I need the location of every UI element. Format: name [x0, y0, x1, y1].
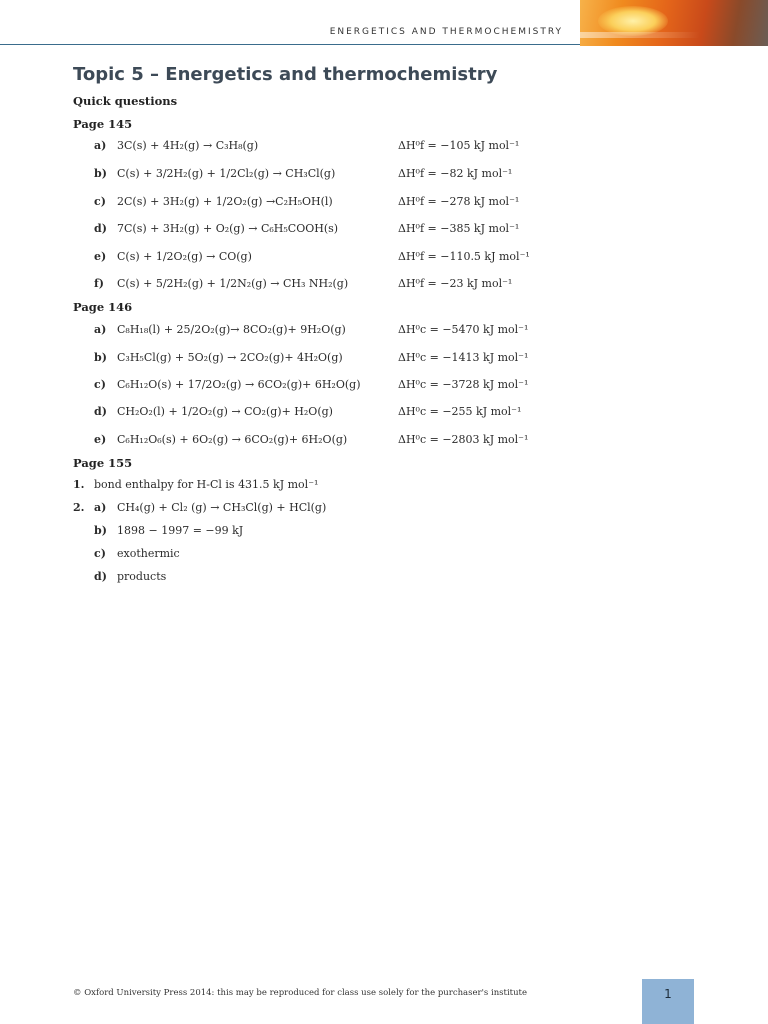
header-rule: [0, 44, 580, 45]
copyright-notice: © Oxford University Press 2014: this may be reproduced for class use solely for the purchaser's institute: [73, 988, 527, 998]
flame-band: [580, 32, 700, 38]
answer-text: products: [117, 570, 167, 583]
equation: 3C(s) + 4H₂(g) → C₃H₈(g): [117, 139, 259, 152]
question-number: 2.: [73, 501, 85, 514]
enthalpy-value: ΔH⁰c = −2803 kJ mol⁻¹: [398, 433, 529, 446]
enthalpy-value: ΔH⁰f = −105 kJ mol⁻¹: [398, 139, 520, 152]
enthalpy-value: ΔH⁰c = −255 kJ mol⁻¹: [398, 405, 522, 418]
enthalpy-value: ΔH⁰f = −110.5 kJ mol⁻¹: [398, 250, 530, 263]
item-label: e): [94, 433, 107, 446]
page-145-heading: Page 145: [73, 117, 133, 131]
answer-text: bond enthalpy for H-Cl is 431.5 kJ mol⁻¹: [94, 478, 319, 491]
header-flame-image: [580, 0, 768, 46]
item-label: b): [94, 167, 107, 180]
equation: C(s) + 3/2H₂(g) + 1/2Cl₂(g) → CH₃Cl(g): [117, 167, 336, 180]
equation: CH₂O₂(l) + 1/2O₂(g) → CO₂(g)+ H₂O(g): [117, 405, 333, 418]
equation: C₃H₅Cl(g) + 5O₂(g) → 2CO₂(g)+ 4H₂O(g): [117, 351, 343, 364]
item-label: c): [94, 378, 106, 391]
item-label: e): [94, 250, 107, 263]
equation: C₈H₁₈(l) + 25/2O₂(g)→ 8CO₂(g)+ 9H₂O(g): [117, 323, 346, 336]
question-number: 1.: [73, 478, 85, 491]
item-label: f): [94, 277, 104, 290]
running-head: ENERGETICS AND THERMOCHEMISTRY: [329, 27, 563, 37]
answer-text: 1898 − 1997 = −99 kJ: [117, 524, 244, 537]
quick-questions-heading: Quick questions: [73, 94, 178, 108]
page-number-box: [642, 979, 694, 1024]
equation: C(s) + 1/2O₂(g) → CO(g): [117, 250, 252, 263]
item-label: a): [94, 139, 107, 152]
item-label: d): [94, 570, 107, 583]
equation: C₆H₁₂O(s) + 17/2O₂(g) → 6CO₂(g)+ 6H₂O(g): [117, 378, 361, 391]
enthalpy-value: ΔH⁰f = −23 kJ mol⁻¹: [398, 277, 513, 290]
item-label: d): [94, 222, 107, 235]
enthalpy-value: ΔH⁰f = −385 kJ mol⁻¹: [398, 222, 520, 235]
item-label: a): [94, 501, 107, 514]
page-title: Topic 5 – Energetics and thermochemistry: [73, 64, 498, 85]
enthalpy-value: ΔH⁰c = −3728 kJ mol⁻¹: [398, 378, 529, 391]
page-155-heading: Page 155: [73, 456, 133, 470]
enthalpy-value: ΔH⁰f = −278 kJ mol⁻¹: [398, 195, 520, 208]
item-label: a): [94, 323, 107, 336]
enthalpy-value: ΔH⁰c = −1413 kJ mol⁻¹: [398, 351, 529, 364]
item-label: c): [94, 547, 106, 560]
item-label: c): [94, 195, 106, 208]
page-number: 1: [664, 987, 672, 1001]
equation: CH₄(g) + Cl₂ (g) → CH₃Cl(g) + HCl(g): [117, 501, 327, 514]
item-label: d): [94, 405, 107, 418]
item-label: b): [94, 524, 107, 537]
item-label: b): [94, 351, 107, 364]
answer-text: exothermic: [117, 547, 180, 560]
equation: C(s) + 5/2H₂(g) + 1/2N₂(g) → CH₃ NH₂(g): [117, 277, 349, 290]
equation: 2C(s) + 3H₂(g) + 1/2O₂(g) →C₂H₅OH(l): [117, 195, 333, 208]
enthalpy-value: ΔH⁰f = −82 kJ mol⁻¹: [398, 167, 513, 180]
equation: C₆H₁₂O₆(s) + 6O₂(g) → 6CO₂(g)+ 6H₂O(g): [117, 433, 348, 446]
page-146-heading: Page 146: [73, 300, 133, 314]
enthalpy-value: ΔH⁰c = −5470 kJ mol⁻¹: [398, 323, 529, 336]
equation: 7C(s) + 3H₂(g) + O₂(g) → C₆H₅COOH(s): [117, 222, 339, 235]
